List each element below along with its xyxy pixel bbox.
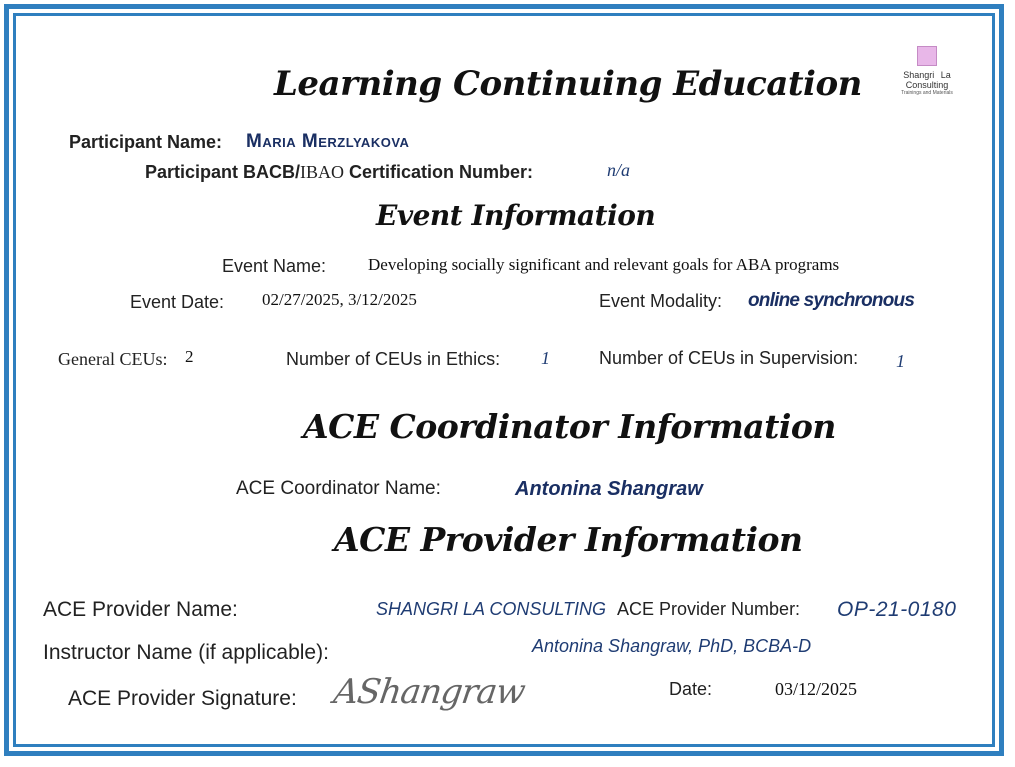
- instructor-label: Instructor Name (if applicable):: [43, 641, 329, 664]
- inner-border: [13, 13, 995, 747]
- provider-heading: ACE Provider Information: [334, 520, 803, 559]
- provider-name-value: SHANGRI LA CONSULTING: [376, 599, 607, 619]
- cert-label-part2: IBAO: [300, 162, 345, 182]
- logo-flower-icon: [917, 46, 937, 66]
- signature-label: ACE Provider Signature:: [68, 687, 297, 710]
- event-date-value: 02/27/2025, 3/12/2025: [262, 290, 417, 309]
- logo-subtitle: Trainings and Materials: [901, 90, 953, 96]
- event-modality-value: online synchronous: [748, 290, 915, 311]
- event-information-heading: Event Information: [376, 199, 656, 232]
- instructor-value: Antonina Shangraw, PhD, BCBA-D: [532, 636, 812, 656]
- company-logo: [880, 46, 974, 100]
- provider-number-label: ACE Provider Number:: [617, 599, 801, 619]
- certification-label: [145, 162, 533, 183]
- event-name-label: Event Name:: [222, 256, 327, 276]
- logo-name: Shangri La Consulting: [903, 70, 951, 90]
- coordinator-name-label: ACE Coordinator Name:: [236, 478, 441, 499]
- ethics-ceus-label: Number of CEUs in Ethics:: [286, 349, 501, 369]
- event-date-label: Event Date:: [130, 292, 225, 312]
- cert-label-part3: Certification Number:: [344, 162, 534, 182]
- certification-number-value: n/a: [607, 160, 631, 180]
- provider-signature: AShangraw: [331, 672, 528, 712]
- date-label: Date:: [669, 679, 713, 699]
- event-modality-label: Event Modality:: [599, 291, 723, 311]
- document-title: Learning Continuing Education: [274, 64, 862, 104]
- coordinator-name-value: Antonina Shangraw: [515, 478, 703, 500]
- cert-label-part1: Participant BACB/: [145, 162, 301, 182]
- supervision-ceus-label: Number of CEUs in Supervision:: [599, 348, 859, 368]
- general-ceus-label: General CEUs:: [58, 349, 168, 369]
- ethics-ceus-value: 1: [541, 348, 550, 368]
- provider-name-label: ACE Provider Name:: [43, 598, 238, 621]
- participant-name-label: Participant Name:: [69, 132, 223, 152]
- participant-name-value: Maria Merzlyakova: [246, 131, 410, 152]
- date-value: 03/12/2025: [775, 679, 858, 699]
- event-name-value: Developing socially significant and relevant goals for ABA programs: [368, 255, 840, 274]
- coordinator-heading: ACE Coordinator Information: [303, 407, 836, 446]
- supervision-ceus-value: 1: [896, 351, 905, 371]
- provider-number-value: OP-21-0180: [837, 598, 957, 621]
- general-ceus-value: 2: [185, 347, 194, 366]
